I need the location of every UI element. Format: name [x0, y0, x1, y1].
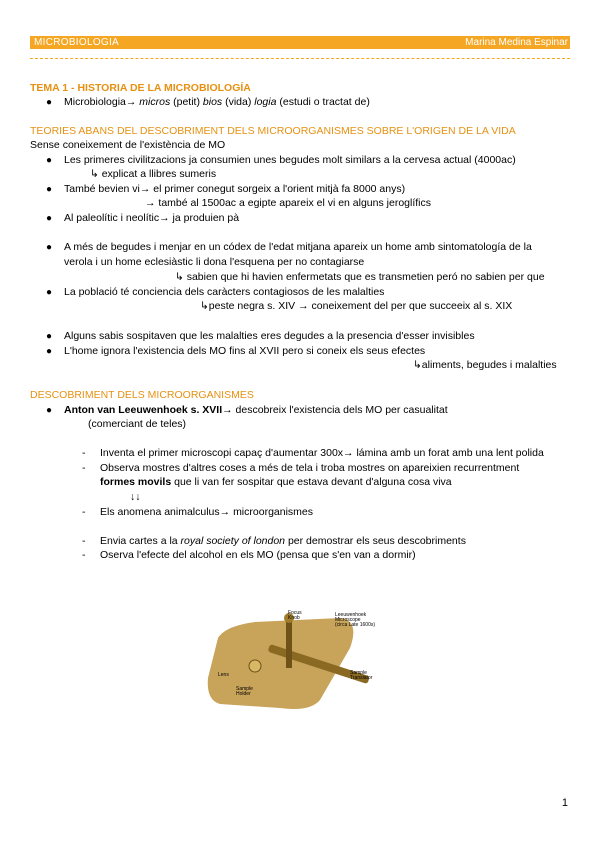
list-item: Al paleolític i neolític→ ja produien pà: [64, 212, 240, 224]
list-item: A més de begudes i menjar en un códex de l'edat mitjana apareix un home amb sintomatología de la: [64, 241, 532, 253]
dash-item-continued: formes movils que li van fer sospitar que estava devant d'alguna cosa viva: [100, 476, 452, 488]
list-item: Anton van Leeuwenhoek s. XVII→ descobreix l'existencia dels MO per casualitat: [64, 404, 448, 416]
bullet-icon: ●: [46, 405, 53, 416]
bullet-icon: ●: [46, 331, 53, 342]
section1-subtitle: Sense coneixement de l'existència de MO: [30, 139, 226, 151]
dash-marker: -: [82, 462, 86, 474]
dash-marker: -: [82, 535, 86, 547]
dash-item: Els anomena animalculus→ microorganismes: [100, 506, 314, 518]
label-sample-translator: Translator: [350, 675, 373, 681]
list-subitem: ↳ explicat a llibres sumeris: [90, 168, 217, 180]
label-microscope: (circa Late 1600s): [335, 622, 376, 628]
label-lens: Lens: [218, 672, 229, 678]
page-number: 1: [561, 797, 568, 809]
microscope-plate: [208, 618, 354, 709]
label-sample-holder: Sample: [236, 686, 253, 692]
list-subitem: ↳aliments, begudes i malalties: [413, 359, 557, 371]
bullet-icon: ●: [46, 97, 53, 108]
dash-item: Inventa el primer microscopi capaç d'aumentar 300x→ lámina amb un forat amb una lent polida: [100, 447, 544, 459]
down-arrows-icon: ↓↓: [130, 491, 141, 503]
lens: [249, 660, 261, 672]
page-header: [30, 36, 570, 49]
bullet-icon: ●: [46, 184, 53, 195]
dash-item: Observa mostres d'altres coses a més de tela i troba mostres on apareixien recurrentment: [100, 462, 520, 474]
intro-line: Microbiologia→ micros (petit) bios (vida) logia (estudi o tractat de): [64, 96, 370, 108]
bullet-icon: ●: [46, 242, 53, 253]
header-divider: [30, 58, 570, 59]
list-item-continued: verola i un home eclesiàstic li dona l'esquena per no contagiarse: [64, 256, 365, 268]
focus-screw: [286, 618, 292, 668]
bullet-icon: ●: [46, 155, 53, 166]
dash-marker: -: [82, 549, 86, 561]
bullet-icon: ●: [46, 287, 53, 298]
dash-item: Oserva l'efecte del alcohol en els MO (pensa que s'en van a dormir): [100, 549, 416, 561]
list-item: Les primeres civilitzacions ja consumien unes begudes molt similars a la cervesa actual (4000ac): [64, 154, 516, 166]
header-author: Marina Medina Espinar: [465, 37, 568, 48]
list-item: També bevien vi→ el primer conegut sorgeix a l'orient mitjà fa 8000 anys): [64, 183, 406, 195]
list-subitem: → també al 1500ac a egipte apareix el vi en alguns jeroglífics: [145, 197, 432, 209]
list-item: Alguns sabis sospitaven que les malalties eres degudes a la presencia d'esser invisibles: [64, 330, 475, 342]
label-microscope: Leeuwenhoek: [335, 612, 367, 618]
leeuwenhoek-microscope-figure: [200, 608, 390, 713]
section2-heading: DESCOBRIMENT DELS MICROORGANISMES: [30, 389, 254, 401]
list-subitem: ↳ sabien que hi havien enfermetats que es transmetien peró no sabien per que: [175, 271, 545, 283]
bullet-icon: ●: [46, 213, 53, 224]
dash-item: Envia cartes a la royal society of london per demostrar els seus descobriments: [100, 535, 466, 547]
label-knob: Knob: [288, 615, 300, 621]
label-microscope: Microscope: [335, 617, 361, 623]
label-focus: Focus: [288, 610, 302, 616]
list-subitem: (comerciant de teles): [88, 418, 187, 430]
list-subitem: ↳peste negra s. XIV → coneixement del per que succeeix al s. XIX: [200, 300, 513, 312]
page-title: TEMA 1 - HISTORIA DE LA MICROBIOLOGÍA: [30, 82, 251, 94]
bullet-icon: ●: [46, 346, 53, 357]
list-item: L'home ignora l'existencia dels MO fins al XVII pero si coneix els seus efectes: [64, 345, 426, 357]
label-sample-translator: Sample: [350, 670, 367, 676]
dash-marker: -: [82, 447, 86, 459]
dash-marker: -: [82, 506, 86, 518]
section1-heading: TEORIES ABANS DEL DESCOBRIMENT DELS MICROORGANISMES SOBRE L'ORIGEN DE LA VIDA: [30, 125, 516, 137]
list-item: La població té conciencia dels caràcters contagiosos de les malalties: [64, 286, 385, 298]
header-subject: MICROBIOLOGIA: [34, 37, 120, 48]
label-sample-holder: Holder: [236, 691, 251, 697]
